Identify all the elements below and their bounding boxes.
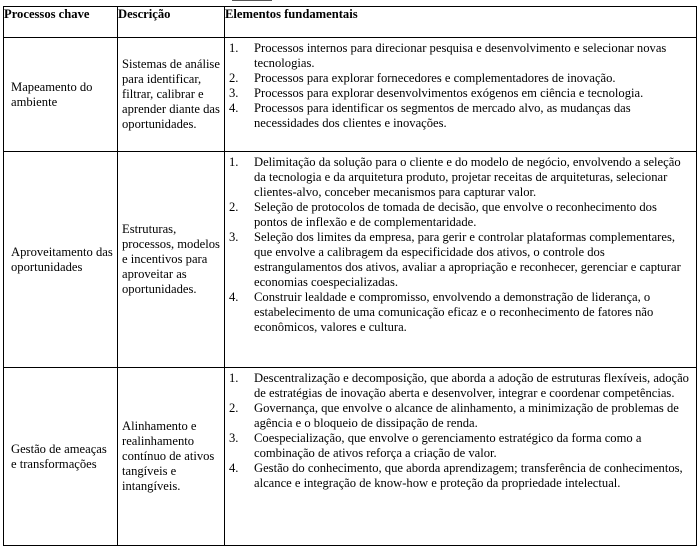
item-number: 3.: [229, 86, 239, 100]
item-text: Seleção de protocolos de tomada de decisão, que envolve o reconhecimento dos pontos de inflexão e de complementaridade.: [254, 200, 657, 229]
item-number: 1.: [229, 155, 239, 169]
item-text: Descentralização e decomposição, que aborda a adoção de estruturas flexíveis, adoção de estratégias de inovação aberta e desenvolver, integrar e coordenar competências.: [254, 371, 689, 400]
header-processos-chave: Processos chave: [4, 7, 118, 38]
key-processes-table: [3, 6, 697, 546]
item-text: Governança, que envolve o alcance de alinhamento, a minimização de problemas de agência e o bloqueio de dissipação de renda.: [254, 401, 679, 430]
description-cell: Sistemas de análise para identificar, filtrar, calibrar e aprender diante das oportunidades.: [118, 38, 225, 152]
item-text: Processos para explorar fornecedores e complementadores de inovação.: [254, 71, 616, 85]
list-item: [229, 461, 692, 491]
item-number: 2.: [229, 200, 239, 214]
header-descricao: Descrição: [118, 7, 225, 38]
item-text: Construir lealdade e compromisso, envolvendo a demonstração de liderança, o estabelecimento de uma comunicação eficaz e o reconhecimento de fatores não econômicos, valores e cultura.: [254, 290, 654, 334]
list-item: [229, 41, 692, 71]
list-item: [229, 401, 692, 431]
process-cell: Gestão de ameaças e transformações: [4, 368, 118, 546]
table-row: [4, 38, 697, 152]
process-cell: Mapeamento do ambiente: [4, 38, 118, 152]
elements-cell: [225, 152, 697, 368]
item-number: 2.: [229, 71, 239, 85]
header-elementos-fundamentais: Elementos fundamentais: [225, 7, 697, 38]
list-item: [229, 230, 692, 290]
item-number: 3.: [229, 230, 239, 244]
item-text: Coespecialização, que envolve o gerenciamento estratégico da forma como a combinação de ativos reforça a criação de valor.: [254, 431, 642, 460]
item-text: Gestão do conhecimento, que aborda aprendizagem; transferência de conhecimentos, alcance e integração de know-how e proteção da propriedade intelectual.: [254, 461, 683, 490]
elements-cell: [225, 368, 697, 546]
list-item: [229, 290, 692, 335]
list-item: [229, 86, 692, 101]
item-text: Processos para identificar os segmentos de mercado alvo, as mudanças das necessidades dos clientes e inovações.: [254, 101, 631, 130]
header-row: [4, 7, 697, 38]
top-edge-line: [232, 0, 272, 4]
item-number: 3.: [229, 431, 239, 445]
description-cell: Estruturas, processos, modelos e incentivos para aproveitar as oportunidades.: [118, 152, 225, 368]
item-text: Processos internos para direcionar pesquisa e desenvolvimento e selecionar novas tecnologias.: [254, 41, 667, 70]
list-item: [229, 101, 692, 131]
item-text: Seleção dos limites da empresa, para gerir e controlar plataformas complementares, que envolve a calibragem da especificidade dos ativos, o controle dos estrangulamentos dos ativos, avaliar a apropriação e reconhecer, gerenciar e capturar economias coespecializadas.: [254, 230, 681, 289]
table-row: [4, 152, 697, 368]
list-item: [229, 431, 692, 461]
description-cell: Alinhamento e realinhamento contínuo de ativos tangíveis e intangíveis.: [118, 368, 225, 546]
list-item: [229, 371, 692, 401]
process-cell: Aproveitamento das oportunidades: [4, 152, 118, 368]
list-item: [229, 71, 692, 86]
item-number: 1.: [229, 371, 239, 385]
item-number: 2.: [229, 401, 239, 415]
item-number: 4.: [229, 290, 239, 304]
list-item: [229, 200, 692, 230]
item-text: Delimitação da solução para o cliente e do modelo de negócio, envolvendo a seleção da tecnologia e da arquitetura produto, projetar receitas de arquiteturas, selecionar clientes-alvo, conceber mecanismos para capturar valor.: [254, 155, 681, 199]
item-text: Processos para explorar desenvolvimentos exógenos em ciência e tecnologia.: [254, 86, 644, 100]
list-item: [229, 155, 692, 200]
table-row: [4, 368, 697, 546]
elements-cell: [225, 38, 697, 152]
item-number: 4.: [229, 461, 239, 475]
item-number: 4.: [229, 101, 239, 115]
item-number: 1.: [229, 41, 239, 55]
